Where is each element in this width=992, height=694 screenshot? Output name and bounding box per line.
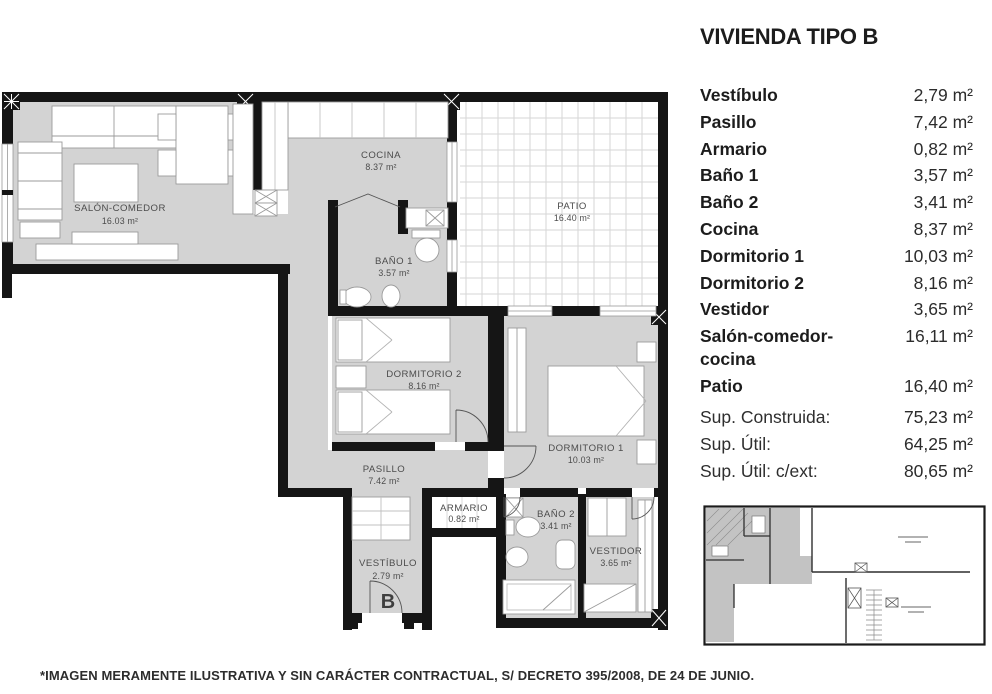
info-panel <box>700 24 973 486</box>
summary-value: 75,23 m² <box>903 406 973 427</box>
svg-text:VESTIDOR: VESTIDOR <box>589 546 643 557</box>
summary-row-util-ext <box>700 460 973 483</box>
svg-text:8.37 m²: 8.37 m² <box>365 162 397 172</box>
area-row-bano1 <box>700 164 973 187</box>
svg-text:7.42 m²: 7.42 m² <box>368 476 400 486</box>
room-area: 16,40 m² <box>903 375 973 396</box>
minimap <box>705 507 985 645</box>
summary-row-util <box>700 433 973 456</box>
summary-value: 64,25 m² <box>903 433 973 454</box>
svg-text:3.41 m²: 3.41 m² <box>540 521 572 531</box>
room-name: Armario <box>700 138 768 159</box>
room-name: Baño 2 <box>700 192 759 213</box>
area-table <box>700 84 973 483</box>
svg-text:0.82 m²: 0.82 m² <box>448 514 480 524</box>
room-area: 2,79 m² <box>913 85 973 105</box>
area-row-dormitorio1 <box>700 245 973 268</box>
summary-row-construida <box>700 406 973 429</box>
svg-text:PATIO: PATIO <box>557 201 587 212</box>
room-area: 10,03 m² <box>903 245 973 266</box>
room-area: 0,82 m² <box>913 138 973 159</box>
summary-value: 80,65 m² <box>903 460 973 481</box>
svg-text:16.40 m²: 16.40 m² <box>553 213 591 223</box>
unit-letter: B <box>380 591 396 613</box>
summary-label: Sup. Construida: <box>700 406 831 427</box>
room-name: Vestidor <box>700 299 770 320</box>
summary-label: Sup. Útil: <box>700 433 771 454</box>
room-name: Dormitorio 1 <box>700 245 805 266</box>
room-name: Salón-comedor-cocina <box>700 326 834 370</box>
svg-text:VESTÍBULO: VESTÍBULO <box>359 558 417 569</box>
room-name: Vestíbulo <box>700 85 778 105</box>
svg-text:BAÑO 1: BAÑO 1 <box>375 256 413 267</box>
svg-text:3.57 m²: 3.57 m² <box>378 268 410 278</box>
area-row-armario <box>700 138 973 161</box>
room-area: 16,11 m² <box>905 326 973 347</box>
svg-text:COCINA: COCINA <box>360 150 402 161</box>
summary-table <box>700 406 973 483</box>
disclaimer-text: *IMAGEN MERAMENTE ILUSTRATIVA Y SIN CARÁCTER CONTRACTUAL, S/ DECRETO 395/2008, DE 24 DE JUNIO. <box>40 668 755 683</box>
room-name: Dormitorio 2 <box>700 272 805 293</box>
room-name: Cocina <box>700 218 759 239</box>
vestibulo-closet <box>352 497 410 540</box>
room-area: 3,65 m² <box>913 299 973 320</box>
room-name: Baño 1 <box>700 165 759 186</box>
room-area: 3,41 m² <box>913 192 973 213</box>
svg-text:16.03 m²: 16.03 m² <box>101 216 139 226</box>
area-row-vestibulo <box>700 84 973 107</box>
svg-text:ARMARIO: ARMARIO <box>440 503 488 514</box>
svg-text:2.79 m²: 2.79 m² <box>372 571 404 581</box>
page-title: VIVIENDA TIPO B <box>700 24 879 49</box>
room-area: 3,57 m² <box>913 165 973 186</box>
summary-label: Sup. Útil: c/ext: <box>700 460 818 481</box>
svg-text:10.03 m²: 10.03 m² <box>567 455 605 465</box>
area-row-vestidor <box>700 298 973 321</box>
area-row-salon-comedor-cocina <box>700 325 973 371</box>
svg-text:3.65 m²: 3.65 m² <box>600 558 632 568</box>
svg-text:DORMITORIO 1: DORMITORIO 1 <box>548 443 624 454</box>
area-row-dormitorio2 <box>700 272 973 295</box>
room-name: Patio <box>700 375 743 396</box>
svg-text:SALÓN-COMEDOR: SALÓN-COMEDOR <box>74 203 166 214</box>
room-name: Pasillo <box>700 111 757 132</box>
svg-text:PASILLO: PASILLO <box>362 464 406 475</box>
area-row-cocina <box>700 218 973 241</box>
svg-text:BAÑO 2: BAÑO 2 <box>537 509 575 520</box>
svg-text:DORMITORIO 2: DORMITORIO 2 <box>386 369 462 380</box>
area-row-bano2 <box>700 191 973 214</box>
room-area: 8,16 m² <box>913 272 973 293</box>
svg-text:8.16 m²: 8.16 m² <box>408 381 440 391</box>
area-row-patio <box>700 375 973 398</box>
room-area: 8,37 m² <box>913 218 973 239</box>
room-area: 7,42 m² <box>913 111 973 132</box>
area-row-pasillo <box>700 111 973 134</box>
